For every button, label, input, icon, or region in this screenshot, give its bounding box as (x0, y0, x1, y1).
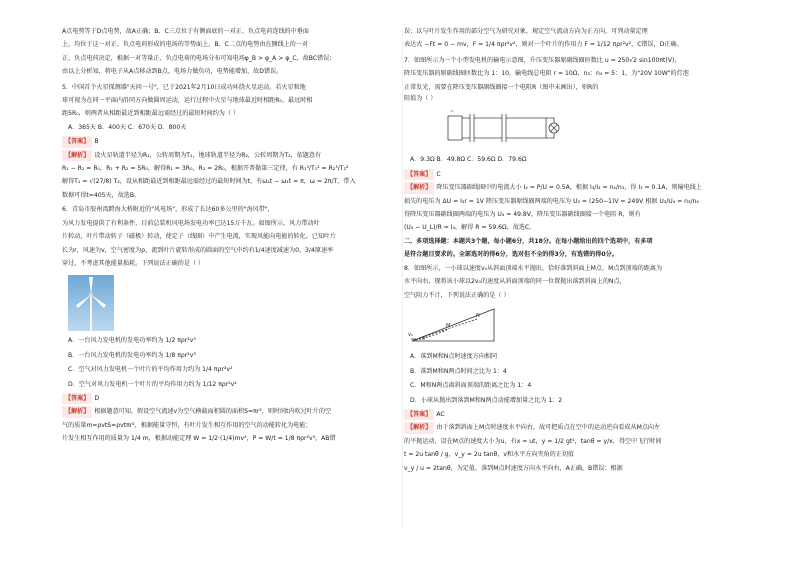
section-subtitle: 是符合题目要求的。全部选对的得6分，选对但不全的得3分，有选错的得0分。 (404, 251, 618, 259)
wind-turbine-icon (68, 275, 114, 331)
q5-line: 球可视为在同一平面内沿同方向做圆周运动，运行过程中火星与地球最近时相距R₀，最远时相 (62, 97, 313, 105)
q8-jx-line: 由于落到斜面上M点时速度水平向右，故可把质点在空中的运动逆向看成从M点向左 (436, 424, 661, 432)
svg-text:~: ~ (450, 109, 455, 116)
q6-line: 6．青岛市胶州湾跨海大桥附近的"风电场"，形成了长达60多公里的"海风带"， (62, 206, 274, 214)
q7-jx-row (404, 182, 742, 193)
q5-options: A．365天 B．400天 C．670天 D．800天 (68, 123, 187, 131)
q6-jx-line: 气的质量m=ρvtS=ρvtπr²，根据能量守恒，有叶片发生相互作用的空气的动能转化为电能； (62, 421, 312, 429)
q7-figure-area (404, 106, 742, 152)
q8-jx-row (404, 422, 742, 433)
label-theta: θ (422, 335, 426, 342)
section-title: 二、多项选择题：本题共3个题，每小题6分，共18分。在每小题给出的四个选项中，有多项 (404, 237, 653, 245)
q6-option: C．空气对风力发电机一个叶片的平均作用力约为 1/4 πρr²v² (68, 366, 233, 374)
label-M: M (446, 322, 451, 329)
q6-line: 为风力发电提供了有利条件，目前总装机风电场发电功率已达15万千瓦。如图所示，风力带动叶 (62, 219, 320, 227)
q7-jx-line: 降压变压器副线圈中的电流大小 I₄ = P/U = 0.5A，根据 I₃/I₄ = n₄/n₃，得 I₃ = 0.1A，则输电线上 (436, 184, 702, 192)
q6-line: 长为r，风速为v，空气密度为ρ，流到叶片旋转形成的圆面的空气中约有1/4速度减速为0，3/4原速率 (62, 246, 334, 254)
answer-tag: 【答案】 (404, 409, 434, 420)
q6-line: 片转动，叶片带动转子（磁极）转动，使定子（线圈）中产生电流，实现风能向电能的转化。已知叶片 (62, 233, 337, 241)
q5-jx-row (62, 150, 402, 161)
q5-jx-line: 数据可得t≈405天，故选B。 (62, 191, 141, 199)
right-top-line: 表达式 −Ft = 0 − mv，F = 1/4 πρr²v²，则对一个叶片的作用力 F = 1/12 πρr²v²，C错误，D正确。 (404, 41, 683, 49)
q8-option: D．小球从抛出到落到M和N两点动能增加量之比为 1：2 (410, 396, 563, 404)
label-N: N (476, 312, 480, 319)
q8-jx-line: 的平抛运动，设在M点的速度大小为u，有x = ut，y = 1/2 gt²，tanθ = y/x，得空中飞行时间 (404, 437, 662, 445)
q6-jx-line: 片发生相互作用的质量为 1/4 m，根据动能定理 W = 1/2·(1/4)mv²，P = W/t = 1/8 πρr²v³，AB错 (62, 435, 336, 443)
q7-answer: C (436, 170, 441, 178)
right-top-line: 误；以与叶片发生作用的部分空气为研究对象，规定空气流动方向为正方向，可列动量定理 (404, 28, 648, 35)
q6-answer-row (62, 393, 402, 404)
incline-figure (408, 305, 742, 349)
q7-line: 正常发光，需要在降压变压器副线圈接一个电阻R（图中未画出），则R的阻值为（ ） (404, 83, 599, 103)
transformer-circuit-diagram (444, 106, 574, 150)
q8-jx-line: v_y / u = 2tanθ，为定值，落到M点时速度方向水平向右，A正确，B错误；根据 (404, 464, 623, 472)
q8-answer-row (404, 409, 742, 420)
q8-line: 8．如图所示，一小球以速度v₀从斜面顶端水平抛出，恰好落到斜面上M点，M点到顶端的距离为 (404, 264, 663, 272)
wind-turbine-image (68, 275, 114, 331)
left-column (62, 26, 402, 447)
intro-line: 由以上分析知，将电子从A点移动到B点，电场力做负功，电势能增加，故D错误。 (62, 68, 283, 76)
q7-line: 降压变压器的原副线圈匝数比为 1：10，输电线总电阻 r = 10Ω，n₃：n₄ = 5：1，为"20V 10W"的灯泡 (404, 70, 689, 78)
intro-line: A点电势等于D点电势，故A正确；B、C三点位于有侧面底的一对正、负点电荷连线的中垂面 (62, 28, 309, 35)
q7-line: 7．如图所示为一个小型发电机的输电示意图，升压变压器原副线圈匝数比 u = 250√2 sin100πt(V)， (404, 56, 681, 64)
intro-line: 正、负点电荷决定，根据一对等量正、负点电荷的电场分布可知电场φ_B > φ_A > φ_C，故BC错误； (62, 54, 336, 62)
answer-tag: 【答案】 (62, 393, 92, 404)
right-column (404, 26, 742, 476)
q8-answer: AC (436, 410, 445, 418)
q6-line: 穿过，不考虑其他能量损耗。下列说法正确的是（ ） (62, 259, 205, 267)
q5-answer: B (94, 138, 99, 146)
analysis-tag: 【解析】 (404, 182, 434, 193)
q8-option: A．落到M和N点时速度方向相同 (410, 353, 498, 361)
q6-option: A．一台风力发电机的发电功率约为 1/2 πρr²v³ (68, 337, 196, 345)
analysis-tag: 【解析】 (404, 422, 434, 433)
q8-option: B．落到M和N两点时间之比为 1：4 (410, 367, 507, 375)
q6-option: D．空气对风力发电机一个叶片的平均作用力约为 1/12 πρr²v² (68, 380, 237, 388)
q6-jx-row (62, 406, 402, 417)
q5-line: 5．中国首个火星探测器"天问一号"，已于2021年2月10日成功环绕火星运动。若火星和地 (62, 83, 306, 91)
q5-line: 距5R₀，则两者从相距最近到相距最远需经过的最短时间约为（ ） (62, 110, 240, 118)
q8-line: 空气阻力不计，下列说法正确的是（ ） (404, 291, 510, 299)
q8-option: C．M和N两点离斜面顶端的距离之比为 1：4 (410, 382, 532, 390)
column-divider (402, 30, 403, 530)
q6-jx-line: 根据题意可知，假设空气流速v为空气横截面积圆的面积S=πr²，则时间t内吹过叶片的空 (94, 408, 332, 416)
q5-jx-line: R₁ − R₂ = R₀，R₁ + R₂ = 5R₀，解得R₁ = 3R₀，R₂ = 2R₀，根据开普勒第三定律，有 R₁³/T₁² = R₂³/T₂² (62, 165, 349, 173)
analysis-tag: 【解析】 (62, 150, 92, 161)
q7-jx-line: 损失的电压为 ΔU = I₃r = 1V 降压变压器原线圈两端的电压为 U₃ = (250−1)V = 249V 根据 U₃/U₄ = n₃/n₄ (404, 197, 699, 205)
q5-answer-row (62, 136, 402, 147)
intro-line: 上，均位于这一对正、负点电荷形成的电场的等势面上，B、C二点的电势由在侧线上的一对 (62, 41, 309, 49)
label-v0: v₀ (408, 331, 413, 338)
answer-tag: 【答案】 (62, 136, 92, 147)
q7-answer-row (404, 169, 742, 180)
q5-jx-line: 设火星轨道半径为R₁，公转周期为T₁，地球轨道半径为R₂，公转周期为T₂，依题意有 (94, 151, 322, 159)
analysis-tag: 【解析】 (62, 406, 92, 417)
answer-tag: 【答案】 (404, 169, 434, 180)
q7-jx-line: (U₄ − U_L)/R = I₄，解得 R = 59.6Ω，故选C。 (404, 224, 536, 232)
q8-line: 水平向右，现将该小球以2v₀的速度从斜面顶端的同一位置抛出落到斜面上的N点， (404, 278, 626, 286)
q7-options: A．9.3Ω B．49.8Ω C．59.6Ω D．79.6Ω (410, 156, 527, 164)
q7-jx-line: 得降压变压器副线圈两端的电压为 U₄ = 49.8V，降压变压器副线圈接一个电阻 R，则有 (404, 211, 641, 219)
q6-answer: D (94, 394, 100, 402)
q5-jx-line: 解得T₁ = √(27/8) T₂，设从相距最近到相距最远需经过的最短时间为t，有ω₂t − ω₁t = π，ω = 2π/T，带入 (62, 178, 356, 186)
q6-option: B．一台风力发电机的发电功率约为 1/8 πρr²v³ (68, 351, 196, 359)
incline-diagram (408, 305, 498, 345)
q8-jx-line: t = 2u tanθ / g，v_y = 2u tanθ，v和水平方向夹角的正切值 (404, 451, 575, 459)
